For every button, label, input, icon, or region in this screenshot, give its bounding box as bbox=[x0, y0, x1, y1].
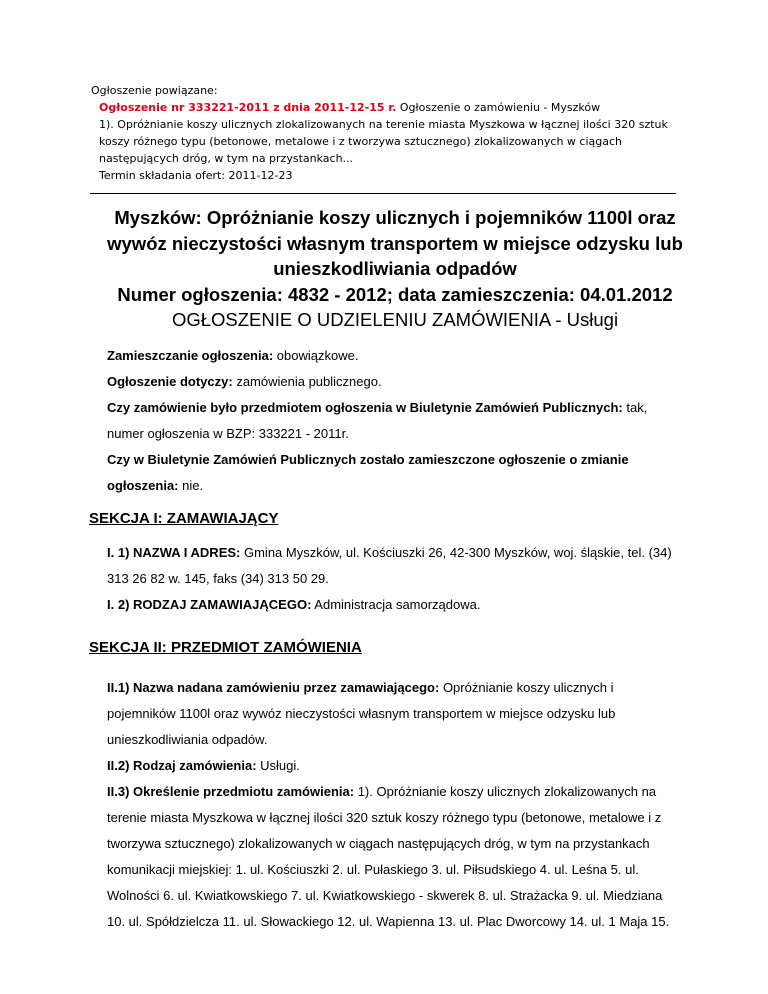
section1-line: 313 26 82 w. 145, faks (34) 313 50 29. bbox=[107, 571, 329, 586]
meta-line: Ogłoszenie dotyczy: zamówienia publicznego. bbox=[107, 374, 382, 389]
section1-line: I. 1) NAZWA I ADRES: Gmina Myszków, ul. Kościuszki 26, 42-300 Myszków, woj. śląskie, tel. (34) bbox=[107, 545, 672, 560]
related-desc-line: koszy różnego typu (betonowe, metalowe i z tworzywa sztucznego) zlokalizowanych w ciągach bbox=[99, 135, 623, 148]
title-line: wywóz nieczystości własnym transportem w miejsce odzysku lub bbox=[107, 232, 683, 254]
section2-line: pojemników 1100l oraz wywóz nieczystości własnym transportem w miejsce odzysku lub bbox=[107, 706, 616, 721]
notice-meta bbox=[107, 343, 687, 499]
related-desc-line: 1). Opróżnianie koszy ulicznych zlokalizowanych na terenie miasta Myszkowa w łącznej ilości 320 sztuk bbox=[99, 118, 668, 131]
related-notice bbox=[91, 82, 681, 184]
section2-line: II.2) Rodzaj zamówienia: Usługi. bbox=[107, 758, 300, 773]
title-line: Numer ogłoszenia: 4832 - 2012; data zamieszczenia: 04.01.2012 bbox=[117, 283, 673, 305]
related-notice-link[interactable]: Ogłoszenie nr 333221-2011 z dnia 2011-12-15 r. bbox=[99, 101, 397, 114]
related-desc-line: następujących dróg, w tym na przystankach... bbox=[99, 152, 354, 165]
section2-line: terenie miasta Myszkowa w łącznej ilości 320 sztuk koszy różnego typu (betonowe, metalowe i z bbox=[107, 810, 662, 825]
title-subtitle: OGŁOSZENIE O UDZIELENIU ZAMÓWIENIA - Usługi bbox=[171, 309, 619, 330]
section1-content bbox=[107, 540, 687, 618]
section2-line: Wolności 6. ul. Kwiatkowskiego 7. ul. Kwiatkowskiego - skwerek 8. ul. Strażacka 9. ul. Miedziana bbox=[107, 888, 663, 903]
meta-line: numer ogłoszenia w BZP: 333221 - 2011r. bbox=[107, 426, 349, 441]
title-line: Myszków: Opróżnianie koszy ulicznych i pojemników 1100l oraz bbox=[114, 207, 676, 228]
page-title bbox=[100, 205, 690, 333]
section-heading: SEKCJA I: ZAMAWIAJĄCY bbox=[89, 510, 279, 527]
meta-line: Czy zamówienie było przedmiotem ogłoszenia w Biuletynie Zamówień Publicznych: tak, bbox=[107, 400, 648, 415]
section2-content bbox=[107, 675, 687, 935]
related-deadline: Termin składania ofert: 2011-12-23 bbox=[99, 169, 293, 182]
section2-line: II.3) Określenie przedmiotu zamówienia: 1). Opróżnianie koszy ulicznych zlokalizowanych na bbox=[107, 784, 657, 799]
title-line: unieszkodliwiania odpadów bbox=[273, 258, 517, 279]
section2-line: II.1) Nazwa nadana zamówieniu przez zamawiającego: Opróżnianie koszy ulicznych i bbox=[107, 680, 614, 695]
related-link-line: Ogłoszenie nr 333221-2011 z dnia 2011-12-15 r. Ogłoszenie o zamówieniu - Myszków bbox=[99, 101, 601, 114]
related-heading: Ogłoszenie powiązane: bbox=[91, 84, 218, 97]
meta-line: Zamieszczanie ogłoszenia: obowiązkowe. bbox=[107, 348, 359, 363]
meta-line: Czy w Biuletynie Zamówień Publicznych zostało zamieszczone ogłoszenie o zmianie bbox=[107, 452, 629, 467]
section2-line: unieszkodliwiania odpadów. bbox=[107, 732, 268, 747]
section2-line: tworzywa sztucznego) zlokalizowanych w ciągach następujących dróg, w tym na przystankach bbox=[107, 836, 650, 851]
section-heading: SEKCJA II: PRZEDMIOT ZAMÓWIENIA bbox=[89, 639, 362, 656]
meta-line: ogłoszenia: nie. bbox=[107, 478, 204, 493]
separator-line bbox=[90, 193, 676, 194]
section1-line: I. 2) RODZAJ ZAMAWIAJĄCEGO: Administracja samorządowa. bbox=[107, 597, 481, 612]
section2-line: 10. ul. Spółdzielcza 11. ul. Słowackiego 12. ul. Wapienna 13. ul. Plac Dworcowy 14. ul. 1 Maja 15. bbox=[107, 914, 670, 929]
section2-line: komunikacji miejskiej: 1. ul. Kościuszki 2. ul. Pułaskiego 3. ul. Piłsudskiego 4. ul. Leśna 5. ul. bbox=[107, 862, 639, 877]
